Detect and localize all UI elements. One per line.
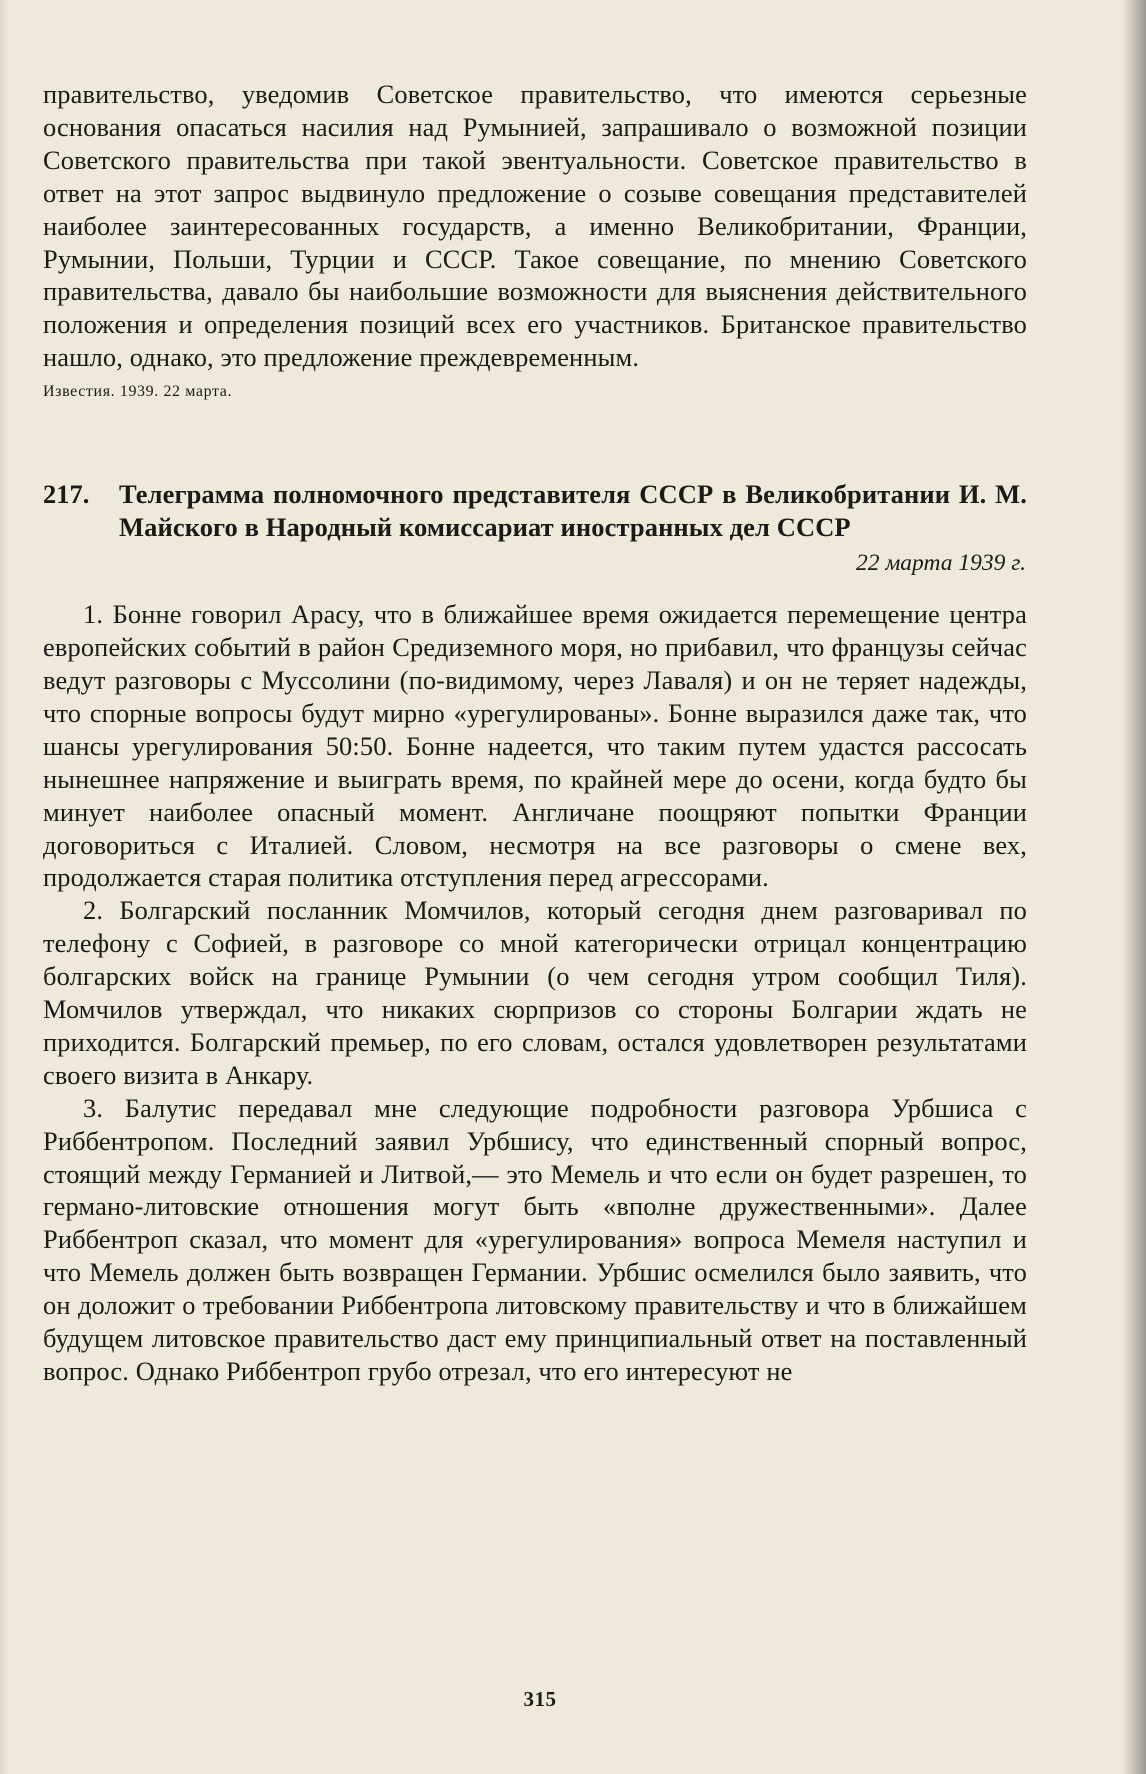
document-heading bbox=[43, 478, 1027, 544]
page-gutter-shade bbox=[0, 0, 10, 1774]
source-note: Известия. 1939. 22 марта. bbox=[43, 383, 233, 401]
document-date: 22 марта 1939 г. bbox=[855, 550, 1026, 577]
intro-paragraph: правительство, уведомив Советское правительство, что имеются серьезные основания опасаться насилия над Румынией, запрашивало о возможной позиции Советского правительства при такой эвентуальности. Советское правительство в ответ на этот запрос выдвинуло предложение о созыве совещания представителей наиболее заинтересованных государств, а именно Великобритании, Франции, Румынии, Польши, Турции и СССР. Такое совещание, по мнению Советского правительства, давало бы наибольшие возможности для выяснения действительного положения и определения позиций всех его участников. Британское правительство нашло, однако, это предложение преждевременным. bbox=[43, 79, 1027, 373]
paragraph-3: 3. Балутис передавал мне следующие подробности разговора Урбшиса с Риббентропом. Последний заявил Урбшису, что единственный спорный вопрос, стоящий между Германией и Литвой,— это Мемель и что если он будет разрешен, то германо-литовские отношения могут быть «вполне дружественными». Далее Риббентроп сказал, что момент для «урегулирования» вопроса Мемеля наступил и что Мемель должен быть возвращен Германии. Урбшис осмелился было заявить, что он доложит о требовании Риббентропа литовскому правительству и что в ближайшем будущем литовское правительство даст ему принципиальный ответ на поставленный вопрос. Однако Риббентроп грубо отрезал, что его интересуют не bbox=[43, 1092, 1027, 1386]
document-title: Телеграмма полномочного представителя СССР в Великобритании И. М. Майского в Народный комиссариат иностранных дел СССР bbox=[119, 479, 1027, 543]
page-content bbox=[43, 78, 1027, 1388]
paragraph-2: 2. Болгарский посланник Момчилов, который сегодня днем разговаривал по телефону с Софией, в разговоре со мной категорически отрицал концентрацию болгарских войск на границе Румынии (о чем сегодня утром сообщил Тиля). Момчилов утверждал, что никаких сюрпризов со стороны Болгарии ждать не приходится. Болгарский премьер, по его словам, остался удовлетворен результатами своего визита в Анкару. bbox=[43, 895, 1027, 1090]
paragraph-1: 1. Бонне говорил Арасу, что в ближайшее время ожидается перемещение центра европейских событий в район Средиземного моря, но прибавил, что французы сейчас ведут разговоры с Муссолини (по-видимому, через Лаваля) и он не теряет надежды, что спорные вопросы будут мирно «урегулированы». Бонне выразился даже так, что шансы урегулирования 50:50. Бонне надеется, что таким путем удастся рассосать нынешнее напряжение и выиграть время, по крайней мере до осени, когда будто бы минует наиболее опасный момент. Англичане поощряют попытки Франции договориться с Италией. Словом, несмотря на все разговоры о смене вех, продолжается старая политика отступления перед агрессорами. bbox=[43, 599, 1027, 893]
page-number: 315 bbox=[523, 1687, 557, 1711]
page-edge-shadow bbox=[1122, 0, 1146, 1774]
document-number: 217. bbox=[43, 479, 90, 510]
